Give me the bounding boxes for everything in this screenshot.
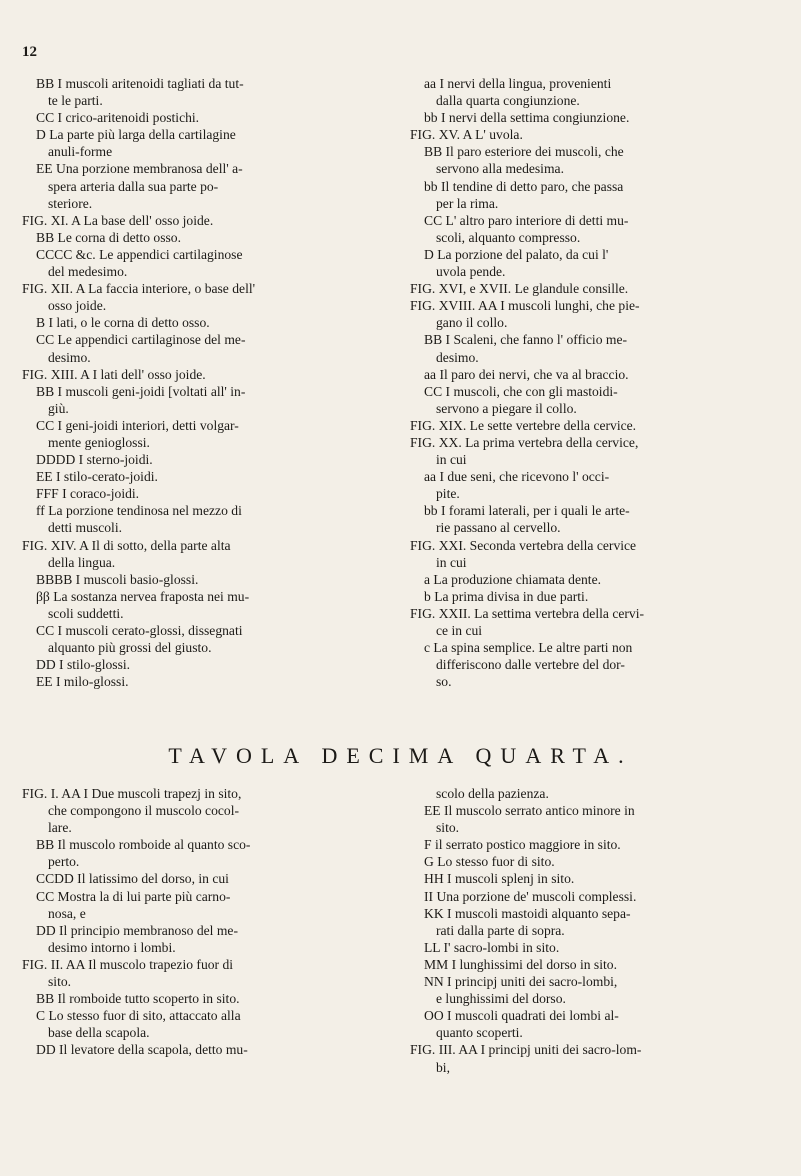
legend-line: desimo.	[436, 349, 479, 365]
legend-line: detti muscoli.	[48, 520, 123, 536]
figure-entry: FIG. XXII. La settima vertebra della cervi-	[410, 605, 645, 621]
legend-line: CC L' altro paro interiore di detti mu-	[424, 212, 629, 228]
figure-entry: FIG. XIII. A I lati dell' osso joide.	[22, 366, 206, 382]
legend-line: alquanto più grossi del giusto.	[48, 640, 212, 656]
legend-line: c La spina semplice. Le altre parti non	[424, 640, 633, 656]
legend-line: spera arteria dalla sua parte po-	[48, 178, 219, 194]
legend-line: per la rima.	[436, 195, 499, 211]
legend-line: BB Il paro esteriore dei muscoli, che	[424, 144, 624, 160]
legend-line: desimo intorno i lombi.	[48, 939, 176, 955]
legend-line: nosa, e	[48, 905, 86, 921]
legend-line: ββ La sostanza nervea fraposta nei mu-	[36, 588, 250, 604]
legend-line: CC Mostra la di lui parte più carno-	[36, 888, 231, 904]
legend-line: te le parti.	[48, 93, 103, 109]
legend-line: in cui	[436, 554, 467, 570]
figure-entry: FIG. XX. La prima vertebra della cervice,	[410, 434, 639, 450]
legend-line: base della scapola.	[48, 1025, 150, 1041]
legend-line: bb I nervi della settima congiunzione.	[424, 110, 630, 126]
column-bottom-left	[22, 785, 390, 1059]
legend-line: C Lo stesso fuor di sito, attaccato alla	[36, 1008, 241, 1024]
legend-line: aa I due seni, che ricevono l' occi-	[424, 469, 610, 485]
legend-line: so.	[436, 674, 452, 690]
legend-line: CC I muscoli cerato-glossi, dissegnati	[36, 623, 243, 638]
legend-line: EE I stilo-cerato-joidi.	[36, 469, 158, 485]
figure-entry: FIG. XI. A La base dell' osso joide.	[22, 212, 214, 228]
legend-line: DD I stilo-glossi.	[36, 657, 131, 673]
legend-line: servono a piegare il collo.	[436, 400, 577, 416]
legend-line: uvola pende.	[436, 264, 506, 280]
legend-line: quanto scoperti.	[436, 1025, 523, 1041]
legend-line: bi,	[436, 1059, 450, 1075]
legend-line: BB Le corna di detto osso.	[36, 229, 181, 245]
legend-line: EE Una porzione membranosa dell' a-	[36, 161, 243, 177]
legend-line: BB Il muscolo romboide al quanto sco-	[36, 837, 251, 853]
legend-line: EE I milo-glossi.	[36, 674, 129, 690]
legend-line: differiscono dalle vertebre del dor-	[436, 657, 625, 673]
legend-line: della lingua.	[48, 554, 116, 570]
legend-line: dalla quarta congiunzione.	[436, 93, 580, 109]
legend-line: che compongono il muscolo cocol-	[48, 803, 240, 819]
legend-line: BBBB I muscoli basio-glossi.	[36, 571, 199, 587]
figure-entry: FIG. XVIII. AA I muscoli lunghi, che pie-	[410, 298, 640, 314]
column-top-left	[22, 75, 390, 690]
legend-line: F il serrato postico maggiore in sito.	[424, 837, 621, 853]
figure-entry: FIG. XVI, e XVII. Le glandule consille.	[410, 281, 629, 297]
legend-line: e lunghissimi del dorso.	[436, 991, 566, 1007]
legend-line: B I lati, o le corna di detto osso.	[36, 315, 210, 331]
legend-line: rati dalla parte di sopra.	[436, 922, 565, 938]
legend-line: DD Il principio membranoso del me-	[36, 922, 238, 938]
legend-line: KK I muscoli mastoidi alquanto sepa-	[424, 905, 631, 921]
legend-line: EE Il muscolo serrato antico minore in	[424, 803, 635, 819]
legend-line: aa Il paro dei nervi, che va al braccio.	[424, 366, 629, 382]
legend-line: b La prima divisa in due parti.	[424, 588, 589, 604]
legend-line: scoli, alquanto compresso.	[436, 229, 581, 245]
figure-entry: FIG. XII. A La faccia interiore, o base dell'	[22, 281, 256, 297]
legend-line: CCCC &c. Le appendici cartilaginose	[36, 246, 243, 262]
legend-line: gano il collo.	[436, 315, 508, 331]
legend-line: sito.	[436, 820, 460, 836]
column-bottom-right	[410, 785, 780, 1076]
figure-entry: FIG. XXI. Seconda vertebra della cervice	[410, 537, 637, 553]
legend-line: lare.	[48, 820, 72, 836]
figure-entry: FIG. III. AA I principj uniti dei sacro-lom-	[410, 1042, 642, 1058]
legend-line: aa I nervi della lingua, provenienti	[424, 76, 612, 91]
legend-line: pite.	[436, 486, 460, 502]
legend-line: CC Le appendici cartilaginose del me-	[36, 332, 246, 348]
legend-line: LL I' sacro-lombi in sito.	[424, 939, 560, 955]
legend-line: CC I crico-aritenoidi postichi.	[36, 110, 200, 126]
legend-line: scolo della pazienza.	[436, 786, 549, 801]
legend-line: ff La porzione tendinosa nel mezzo di	[36, 503, 242, 519]
legend-line: rie passano al cervello.	[436, 520, 561, 536]
legend-line: osso joide.	[48, 298, 107, 314]
legend-line: II Una porzione de' muscoli complessi.	[424, 888, 637, 904]
legend-line: a La produzione chiamata dente.	[424, 571, 602, 587]
legend-line: CC I geni-joidi interiori, detti volgar-	[36, 417, 239, 433]
legend-line: D La porzione del palato, da cui l'	[424, 246, 609, 262]
legend-line: ce in cui	[436, 623, 483, 638]
legend-line: BB I Scaleni, che fanno l' officio me-	[424, 332, 628, 348]
legend-line: bb Il tendine di detto paro, che passa	[424, 178, 624, 194]
legend-line: CC I muscoli, che con gli mastoidi-	[424, 383, 618, 399]
legend-line: DD Il levatore della scapola, detto mu-	[36, 1042, 248, 1058]
legend-line: MM I lunghissimi del dorso in sito.	[424, 956, 617, 972]
legend-line: BB I muscoli geni-joidi [voltati all' in-	[36, 383, 246, 399]
figure-entry: FIG. I. AA I Due muscoli trapezj in sito,	[22, 786, 242, 801]
legend-line: D La parte più larga della cartilagine	[36, 127, 236, 143]
legend-line: FFF I coraco-joidi.	[36, 486, 140, 502]
legend-line: NN I principj uniti dei sacro-lombi,	[424, 974, 618, 990]
legend-line: anuli-forme	[48, 144, 113, 160]
legend-line: BB I muscoli aritenoidi tagliati da tut-	[36, 76, 244, 91]
column-top-right	[410, 75, 780, 690]
legend-line: OO I muscoli quadrati dei lombi al-	[424, 1008, 619, 1024]
page-number: 12	[22, 44, 37, 60]
figure-entry: FIG. XIX. Le sette vertebre della cervice.	[410, 417, 637, 433]
figure-entry: FIG. XV. A L' uvola.	[410, 127, 523, 143]
figure-entry: FIG. XIV. A Il di sotto, della parte alta	[22, 537, 231, 553]
legend-line: del medesimo.	[48, 264, 128, 280]
legend-line: scoli suddetti.	[48, 605, 124, 621]
legend-line: sito.	[48, 974, 72, 990]
legend-line: HH I muscoli splenj in sito.	[424, 871, 575, 887]
legend-line: DDDD I sterno-joidi.	[36, 452, 153, 468]
legend-line: desimo.	[48, 349, 91, 365]
legend-line: G Lo stesso fuor di sito.	[424, 854, 555, 870]
legend-line: perto.	[48, 854, 80, 870]
legend-line: mente genioglossi.	[48, 434, 150, 450]
section-title: TAVOLA DECIMA QUARTA.	[168, 743, 633, 768]
legend-line: giù.	[48, 400, 69, 416]
legend-line: steriore.	[48, 195, 93, 211]
legend-line: in cui	[436, 452, 467, 468]
figure-entry: FIG. II. AA Il muscolo trapezio fuor di	[22, 956, 234, 972]
legend-line: BB Il romboide tutto scoperto in sito.	[36, 991, 240, 1007]
legend-line: servono alla medesima.	[436, 161, 564, 177]
legend-line: CCDD Il latissimo del dorso, in cui	[36, 871, 229, 887]
legend-line: bb I forami laterali, per i quali le arte-	[424, 503, 630, 519]
